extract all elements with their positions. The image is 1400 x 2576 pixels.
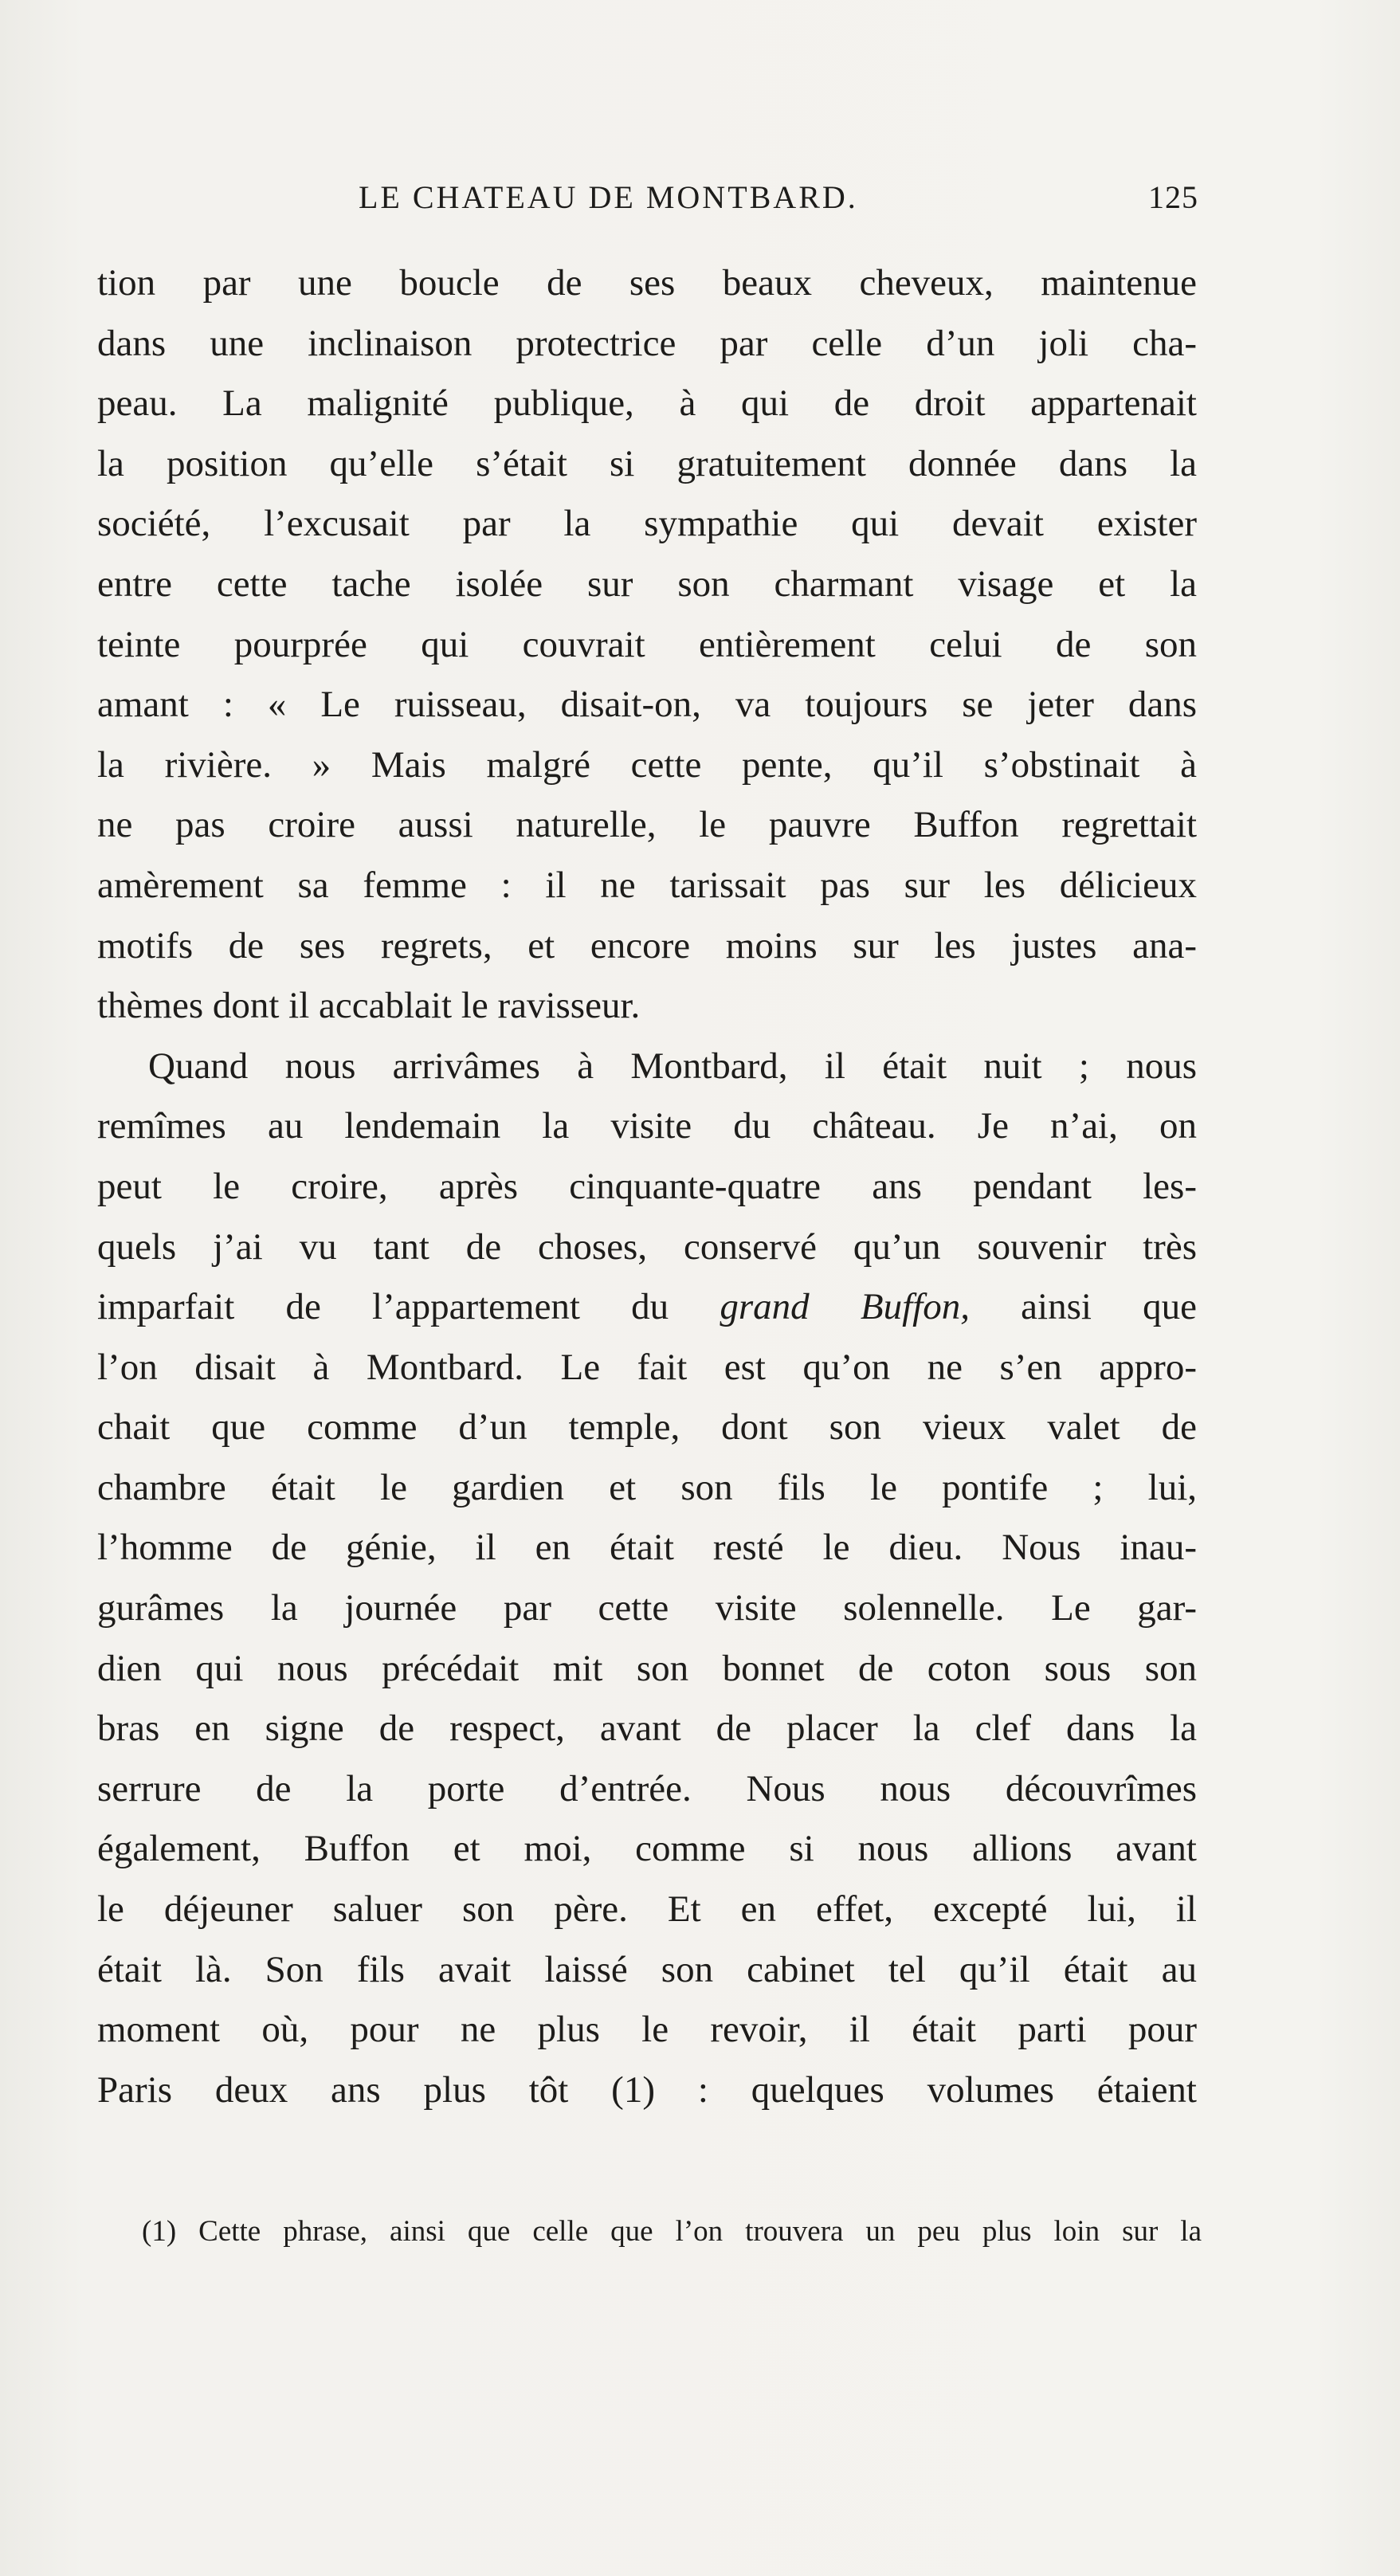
text-line: thèmes dont il accablait le ravisseur. <box>97 985 641 1027</box>
text-line: peut le croire, après cinquante-quatre ans pendant les- <box>97 1165 1197 1207</box>
text-line: peau. La malignité publique, à qui de droit appartenait <box>97 382 1197 425</box>
text-line: Paris deux ans plus tôt (1) : quelques volumes étaient <box>97 2068 1197 2111</box>
text-line: serrure de la porte d’entrée. Nous nous découvrîmes <box>97 1767 1197 1809</box>
text-segment: imparfait de l’appartement du <box>97 1286 669 1328</box>
footnote: (1) Cette phrase, ainsi que celle que l’on trouvera un peu plus loin sur la <box>142 2215 1202 2248</box>
page-number: 125 <box>1148 179 1198 215</box>
text-segment: ainsi que <box>1021 1286 1197 1328</box>
text-line: chambre était le gardien et son fils le pontife ; lui, <box>97 1466 1197 1508</box>
text-line: chait que comme d’un temple, dont son vieux valet de <box>97 1406 1197 1449</box>
text-line: moment où, pour ne plus le revoir, il était parti pour <box>97 2009 1197 2051</box>
text-line: ne pas croire aussi naturelle, le pauvre Buffon regrettait <box>97 804 1197 846</box>
text-line: remîmes au lendemain la visite du château. Je n’ai, on <box>97 1105 1197 1147</box>
text-line: tion par une boucle de ses beaux cheveux, maintenue <box>97 262 1197 304</box>
text-line: la rivière. » Mais malgré cette pente, qu’il s’obstinait à <box>97 743 1197 786</box>
italic-phrase: grand Buffon, <box>720 1286 970 1328</box>
text-line: le déjeuner saluer son père. Et en effet, excepté lui, il <box>97 1888 1197 1931</box>
text-line: bras en signe de respect, avant de placer la clef dans la <box>97 1708 1197 1750</box>
text-line: était là. Son fils avait laissé son cabinet tel qu’il était au <box>97 1948 1197 1990</box>
running-head <box>96 178 1198 226</box>
text-line: Quand nous arrivâmes à Montbard, il était nuit ; nous <box>148 1045 1197 1087</box>
text-line: quels j’ai vu tant de choses, conservé qu’un souvenir très <box>97 1225 1197 1268</box>
text-line: la position qu’elle s’était si gratuitement donnée dans la <box>97 442 1197 484</box>
text-line: motifs de ses regrets, et encore moins sur les justes ana- <box>97 924 1197 966</box>
text-line: entre cette tache isolée sur son charmant visage et la <box>97 563 1197 605</box>
text-line: société, l’excusait par la sympathie qui devait exister <box>97 503 1197 545</box>
text-line: également, Buffon et moi, comme si nous allions avant <box>97 1828 1197 1870</box>
text-line-with-italic <box>97 1277 1197 1338</box>
text-line: amant : « Le ruisseau, disait-on, va toujours se jeter dans <box>97 684 1197 726</box>
text-line: l’on disait à Montbard. Le fait est qu’on ne s’en appro- <box>97 1346 1197 1388</box>
text-line: gurâmes la journée par cette visite solennelle. Le gar- <box>97 1587 1197 1629</box>
text-line: dans une inclinaison protectrice par celle d’un joli cha- <box>97 322 1197 364</box>
text-line: l’homme de génie, il en était resté le dieu. Nous inau- <box>97 1527 1197 1569</box>
text-line: amèrement sa femme : il ne tarissait pas sur les délicieux <box>97 864 1197 906</box>
text-line: teinte pourprée qui couvrait entièrement celui de son <box>97 623 1197 665</box>
text-line: dien qui nous précédait mit son bonnet de coton sous son <box>97 1647 1197 1689</box>
body-text <box>97 253 1197 2120</box>
running-head-title: LE CHATEAU DE MONTBARD. <box>359 179 858 215</box>
